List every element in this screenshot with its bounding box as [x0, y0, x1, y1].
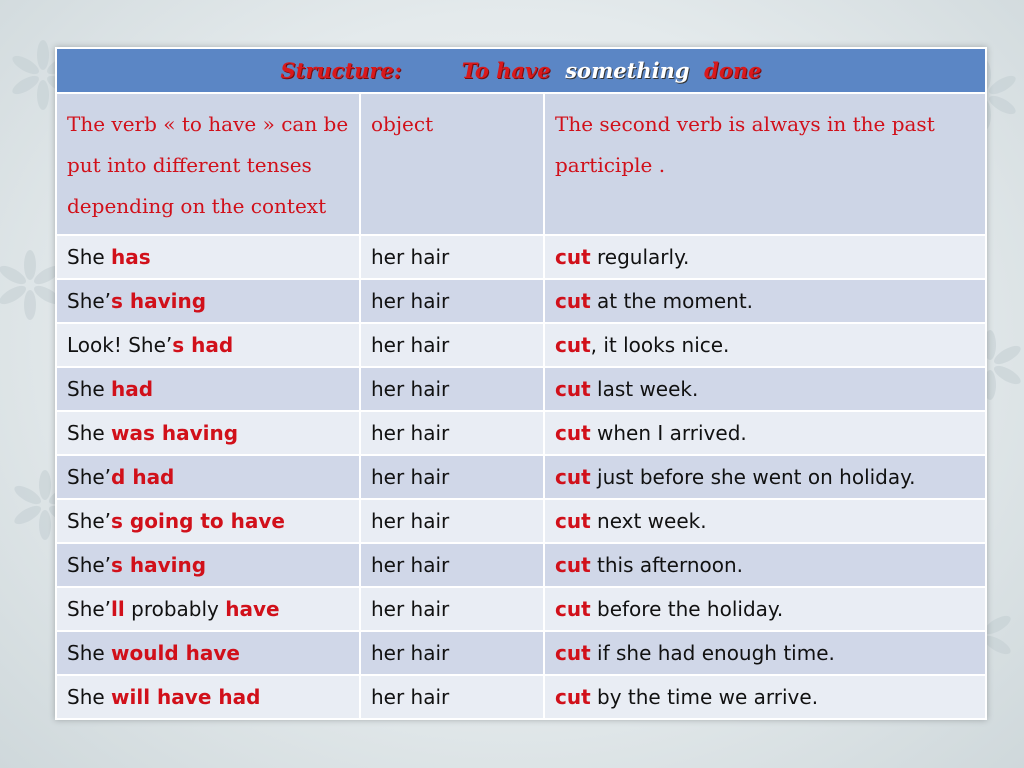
subject-text: She’ [67, 289, 112, 313]
table-row [56, 411, 986, 455]
have-verb-text: had [111, 377, 154, 401]
have-verb-text: s having [111, 553, 207, 577]
have-verb-text: s having [111, 289, 207, 313]
have-verb-text-2: have [225, 597, 280, 621]
subject-verb-cell [56, 235, 360, 279]
subject-text: She’ [67, 509, 112, 533]
title-structure: Structure: [280, 58, 402, 83]
past-participle-text: cut [555, 553, 591, 577]
header-past-participle: The second verb is always in the past participle . [544, 93, 986, 235]
adverb-text: probably [124, 597, 226, 621]
subject-text: She [67, 685, 112, 709]
have-verb-text: s going to have [111, 509, 285, 533]
sentence-rest-text: when I arrived. [590, 421, 747, 445]
object-cell: her hair [360, 323, 544, 367]
title-done: done [704, 58, 762, 83]
object-cell: her hair [360, 235, 544, 279]
subject-text: She’ [67, 553, 112, 577]
header-object: object [360, 93, 544, 235]
object-cell: her hair [360, 587, 544, 631]
table-row [56, 323, 986, 367]
table-row [56, 367, 986, 411]
sentence-rest-text: if she had enough time. [590, 641, 835, 665]
subject-verb-cell [56, 279, 360, 323]
participle-cell [544, 455, 986, 499]
have-verb-text: would have [111, 641, 240, 665]
sentence-rest-text: this afternoon. [590, 553, 744, 577]
table-row [56, 631, 986, 675]
grammar-table [55, 47, 987, 720]
subject-text: She’ [67, 597, 112, 621]
object-cell: her hair [360, 411, 544, 455]
subject-text: She [67, 641, 112, 665]
have-verb-text: was having [111, 421, 239, 445]
past-participle-text: cut [555, 597, 591, 621]
subject-verb-cell [56, 499, 360, 543]
subject-verb-cell [56, 675, 360, 719]
sentence-rest-text: at the moment. [590, 289, 754, 313]
have-verb-text: will have had [111, 685, 261, 709]
title-to-have: To have [461, 58, 551, 83]
past-participle-text: cut [555, 333, 591, 357]
structure-title [56, 48, 986, 93]
past-participle-text: cut [555, 465, 591, 489]
table-row [56, 455, 986, 499]
table-row [56, 279, 986, 323]
have-verb-text: ll [111, 597, 125, 621]
header-verb-tense: The verb « to have » can be put into different tenses depending on the context [56, 93, 360, 235]
sentence-rest-text: last week. [590, 377, 699, 401]
past-participle-text: cut [555, 641, 591, 665]
participle-cell [544, 235, 986, 279]
table-row [56, 543, 986, 587]
header-row [56, 93, 986, 235]
object-cell: her hair [360, 675, 544, 719]
participle-cell [544, 543, 986, 587]
subject-verb-cell [56, 411, 360, 455]
sentence-rest-text: by the time we arrive. [590, 685, 819, 709]
participle-cell [544, 675, 986, 719]
past-participle-text: cut [555, 377, 591, 401]
table-row [56, 235, 986, 279]
table-row [56, 675, 986, 719]
sentence-rest-text: just before she went on holiday. [590, 465, 916, 489]
subject-text: She [67, 377, 112, 401]
participle-cell [544, 411, 986, 455]
subject-verb-cell [56, 367, 360, 411]
title-row [56, 48, 986, 93]
have-verb-text: has [111, 245, 151, 269]
past-participle-text: cut [555, 421, 591, 445]
table-row [56, 499, 986, 543]
object-cell: her hair [360, 499, 544, 543]
participle-cell [544, 499, 986, 543]
sentence-rest-text: , it looks nice. [590, 333, 730, 357]
object-cell: her hair [360, 543, 544, 587]
past-participle-text: cut [555, 289, 591, 313]
participle-cell [544, 367, 986, 411]
table-row [56, 587, 986, 631]
participle-cell [544, 631, 986, 675]
past-participle-text: cut [555, 245, 591, 269]
past-participle-text: cut [555, 685, 591, 709]
subject-verb-cell [56, 323, 360, 367]
have-verb-text: d had [111, 465, 175, 489]
subject-text: She [67, 245, 112, 269]
title-something: something [565, 58, 690, 83]
subject-verb-cell [56, 631, 360, 675]
participle-cell [544, 587, 986, 631]
subject-verb-cell [56, 587, 360, 631]
object-cell: her hair [360, 455, 544, 499]
sentence-rest-text: before the holiday. [590, 597, 784, 621]
subject-verb-cell [56, 543, 360, 587]
participle-cell [544, 323, 986, 367]
participle-cell [544, 279, 986, 323]
sentence-rest-text: regularly. [590, 245, 690, 269]
past-participle-text: cut [555, 509, 591, 533]
subject-text: She’ [67, 465, 112, 489]
object-cell: her hair [360, 367, 544, 411]
subject-verb-cell [56, 455, 360, 499]
object-cell: her hair [360, 279, 544, 323]
subject-text: She [67, 421, 112, 445]
have-verb-text: s had [172, 333, 234, 357]
sentence-rest-text: next week. [590, 509, 707, 533]
object-cell: her hair [360, 631, 544, 675]
subject-text: Look! She’ [67, 333, 173, 357]
